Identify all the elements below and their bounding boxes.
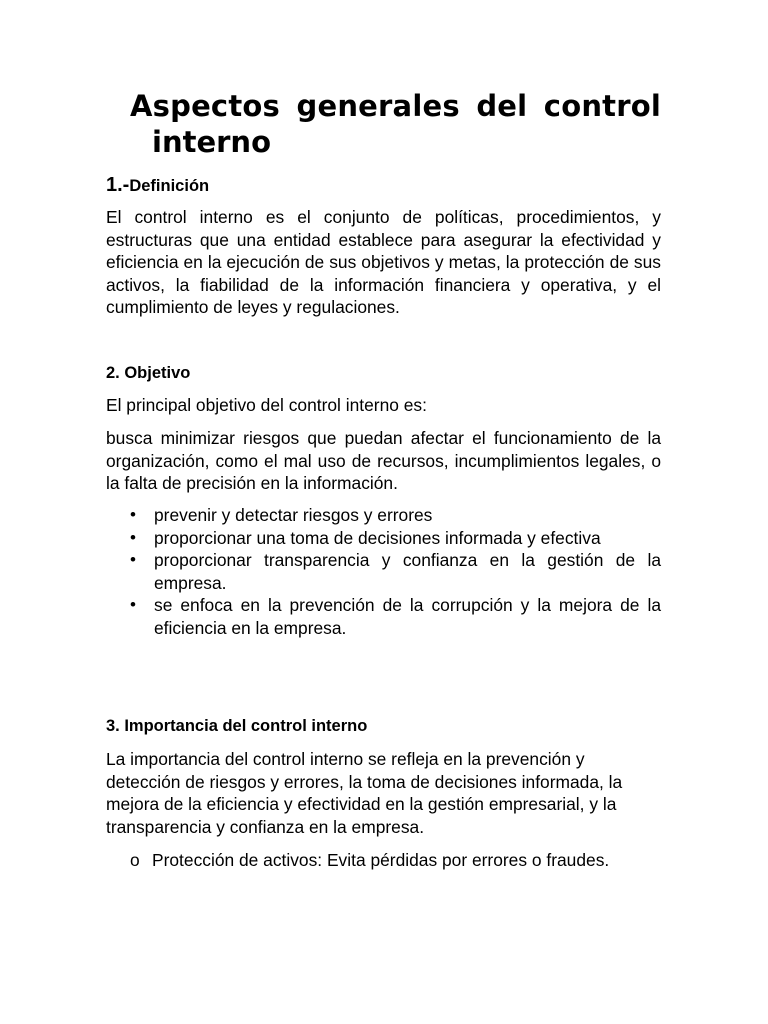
section-3-heading: 3. Importancia del control interno [106,717,368,735]
circle-bullet-icon: o [130,850,140,870]
section-1-heading [106,174,209,197]
objective-bullet-list [130,504,661,640]
bullet-icon: • [130,527,136,547]
list-item-text: se enfoca en la prevención de la corrupción y la mejora de la eficiencia en la empresa. [154,595,661,638]
list-item [130,549,661,594]
list-item [130,594,661,639]
list-item-text: proporcionar transparencia y confianza en la gestión de la empresa. [154,550,661,593]
importance-sub-list [130,849,661,872]
list-item-text: prevenir y detectar riesgos y errores [154,505,433,525]
list-item [130,504,661,527]
document-title-line-2: interno [152,125,271,159]
list-item-text: proporcionar una toma de decisiones informada y efectiva [154,527,601,548]
list-item [130,527,661,550]
section-2-heading: 2. Objetivo [106,364,191,382]
bullet-icon: • [130,505,136,524]
section-2-intro: El principal objetivo del control interno es: [106,395,427,415]
list-item [130,849,661,872]
section-1-number: 1.- [106,174,130,196]
bullet-icon: • [130,550,136,570]
section-2-paragraph: busca minimizar riesgos que puedan afectar el funcionamiento de la organización, como el mal uso de recursos, incumplimientos legales, o la falta de precisión en la información. [106,428,661,494]
section-3-paragraph: La importancia del control interno se refleja en la prevención y detección de riesgos y errores, la toma de decisiones informada, la mejora de la eficiencia y efectividad en la gestión empresarial, y la transparencia y confianza en la empresa. [106,749,623,837]
bullet-icon: • [130,595,136,615]
document-title-line-1: Aspectos generales del control [130,89,661,123]
section-1-paragraph: El control interno es el conjunto de políticas, procedimientos, y estructuras que una entidad establece para asegurar la efectividad y eficiencia en la ejecución de sus objetivos y metas, la protección de sus activos, la fiabilidad de la información financiera y operativa, y el cumplimiento de leyes y regulaciones. [106,207,661,318]
list-item-text: Protección de activos: Evita pérdidas por errores o fraudes. [152,850,610,870]
section-1-title: Definición [129,177,210,195]
